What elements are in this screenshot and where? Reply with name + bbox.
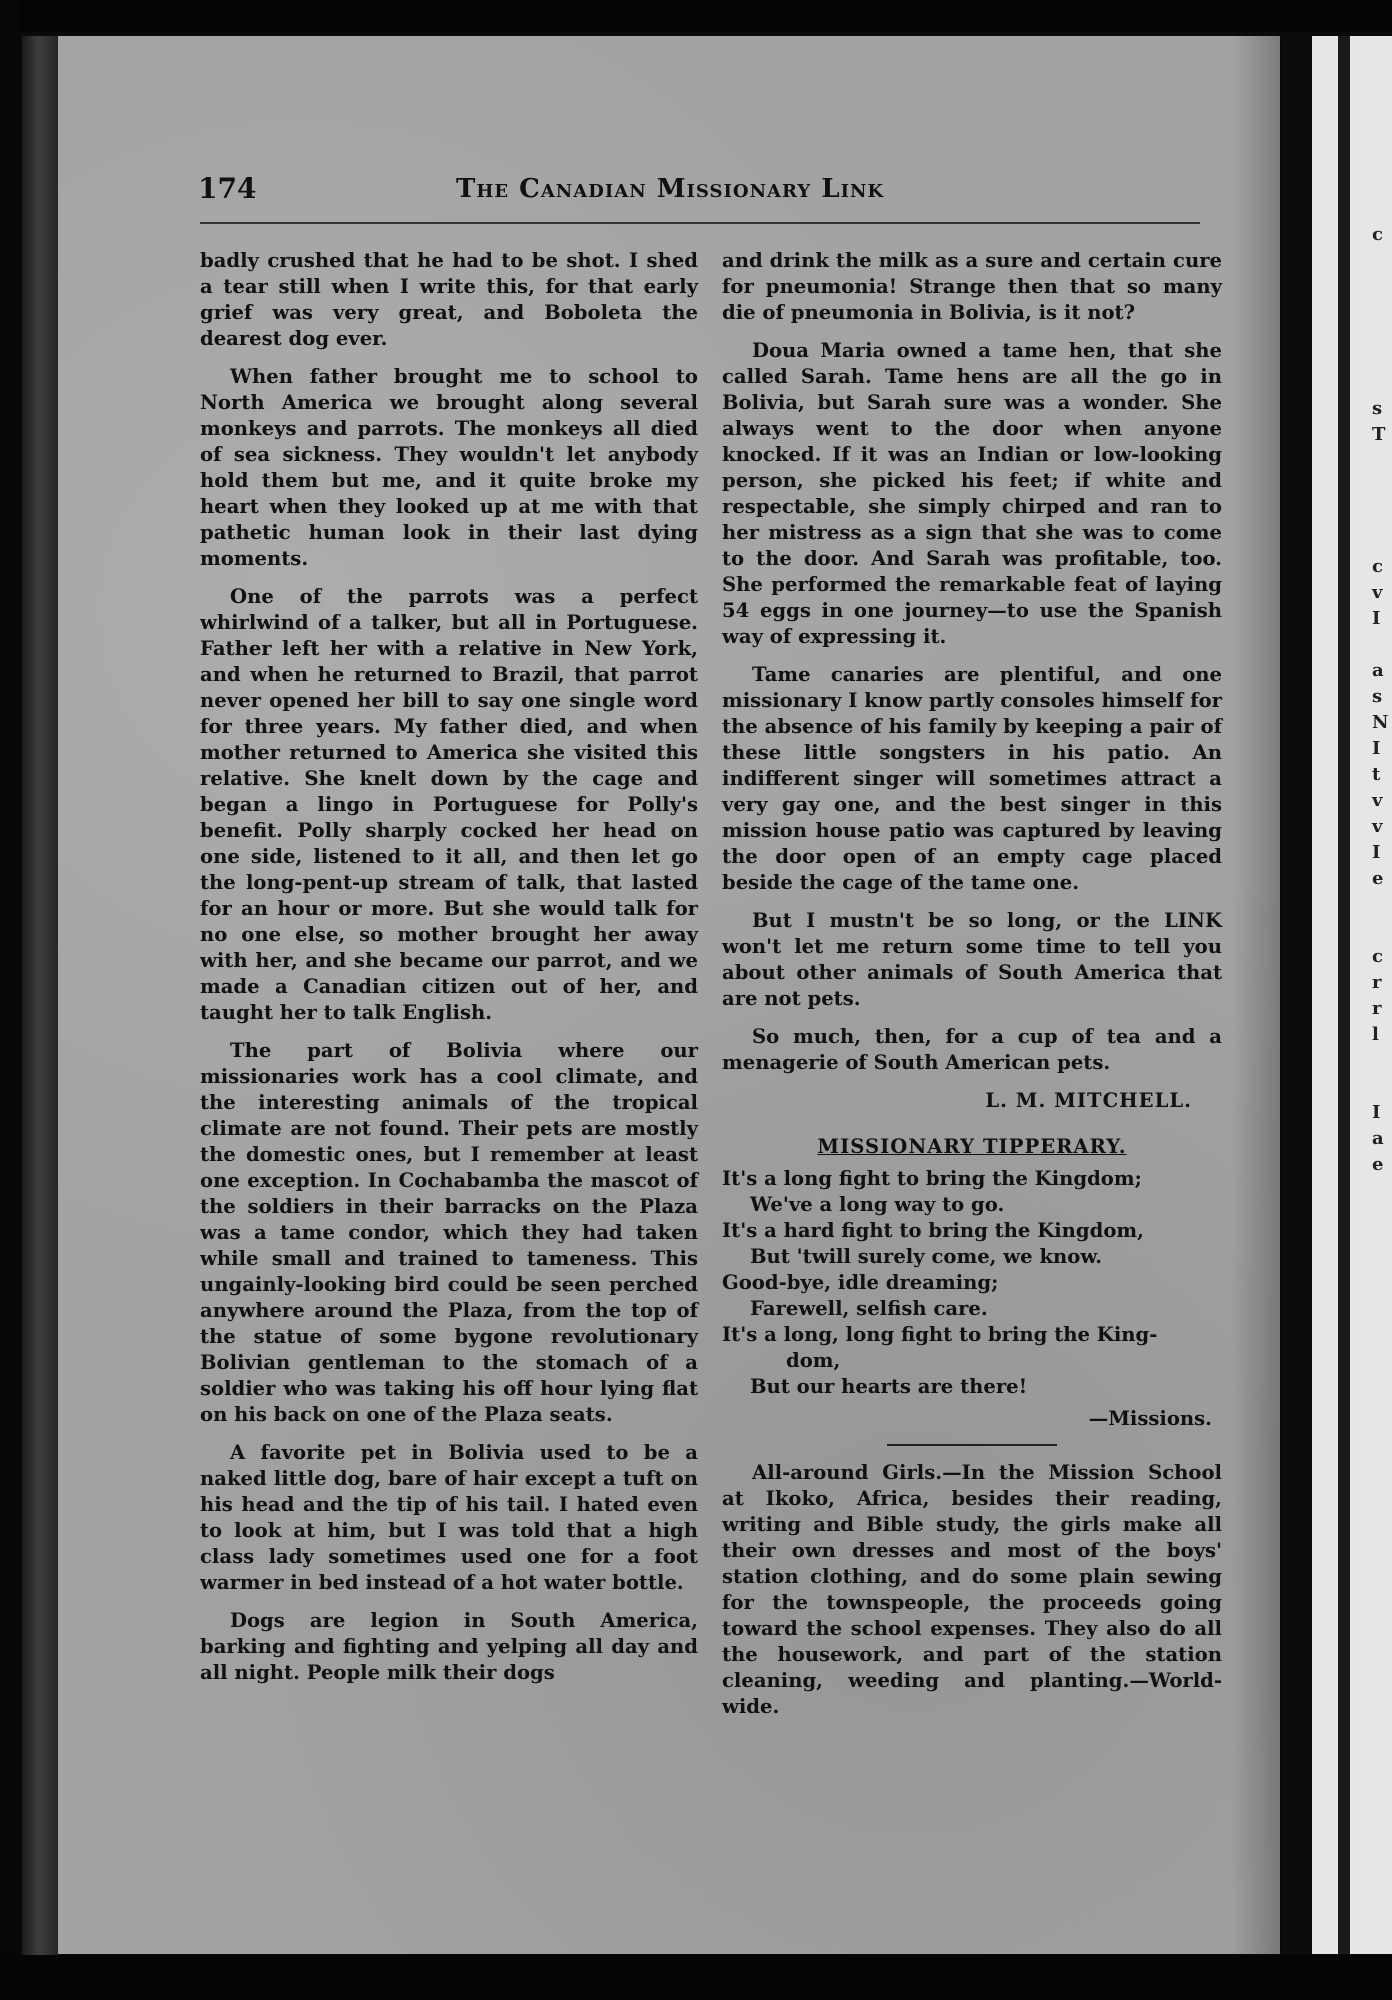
margin-letter: I (1372, 608, 1381, 629)
poem-line: It's a long fight to bring the Kingdom; (722, 1167, 1142, 1190)
margin-letter: I (1372, 738, 1381, 759)
paragraph: When father brought me to school to North America we brought along several monkeys and parrots. The monkeys all died of sea sickness. They wouldn't let anybody hold them but me, and it quite broke my heart when they looked up at me with that pathetic human look in their last dying moments. (200, 365, 698, 570)
paragraph: Doua Maria owned a tame hen, that she called Sarah. Tame hens are all the go in Bolivia, but Sarah sure was a wonder. She always went to the door when anyone knocked. If it was an Indian or low-looking person, she picked his feet; if white and respectable, she simply chirped and ran to her mistress as a sign that she was to come to the door. And Sarah was profitable, too. She performed the remarkable feat of laying 54 eggs in one journey—to use the Spanish way of expressing it. (722, 339, 1222, 648)
margin-letter: r (1372, 998, 1382, 1019)
scan-border-top (0, 0, 1392, 32)
book-gutter (1282, 36, 1312, 1954)
margin-letter: c (1372, 224, 1383, 245)
section-divider (887, 1444, 1057, 1446)
paragraph: One of the parrots was a perfect whirlwind of a talker, but all in Portuguese. Father left her with a relative in New York, and when he returned to Brazil, that parrot never opened her bill to say one single word for three years. My father died, and when mother returned to America she visited this relative. She knelt down by the cage and began a lingo in Portuguese for Polly's benefit. Polly sharply cocked her head on one side, listened to it all, and then let go the long-pent-up stream of talk, that lasted for an hour or more. But she would talk for no one else, so mother brought her away with her, and she became our parrot, and we made a Canadian citizen out of her, and taught her to talk English. (200, 585, 698, 1024)
poem-line: But our hearts are there! (750, 1375, 1028, 1398)
poem-line: Good-bye, idle dreaming; (722, 1271, 999, 1294)
adjacent-page-edge (1338, 36, 1350, 1954)
right-column (722, 248, 1222, 1732)
poem-attribution: —Missions. (1088, 1407, 1212, 1430)
paragraph: Dogs are legion in South America, barking and fighting and yelping all day and all night. People milk their dogs (200, 1609, 698, 1684)
poem-line: Farewell, selfish care. (750, 1297, 988, 1320)
paragraph: Tame canaries are plentiful, and one missionary I know partly consoles himself for the absence of his family by keeping a pair of these little songsters in his patio. An indifferent singer will sometimes attract a very gay one, and the best singer in this mission house patio was captured by leaving the door open of an empty cage placed beside the cage of the tame one. (722, 663, 1222, 894)
book-binding-edge (22, 36, 58, 1956)
page-header (198, 172, 1198, 212)
adjacent-page (1312, 36, 1392, 1954)
margin-letter: v (1372, 582, 1383, 603)
paragraph: All-around Girls.—In the Mission School at Ikoko, Africa, besides their reading, writing and Bible study, the girls make all their own dresses and most of the boys' station clothing, and do some plain sewing for the townspeople, the proceeds going toward the school expenses. They also do all the housework, and part of the station cleaning, weeding and planting.—World-wide. (722, 1461, 1222, 1718)
margin-letter: l (1372, 1024, 1379, 1045)
author-signature: L. M. MITCHELL. (985, 1089, 1192, 1112)
paragraph: But I mustn't be so long, or the LINK won't let me return some time to tell you about other animals of South America that are not pets. (722, 909, 1222, 1010)
margin-letter: t (1372, 764, 1381, 785)
scan-border-bottom (0, 1955, 1392, 2000)
scan-border-left (0, 0, 20, 2000)
margin-letter: e (1372, 868, 1384, 889)
margin-letter: r (1372, 972, 1382, 993)
poem-line: But 'twill surely come, we know. (750, 1245, 1103, 1268)
poem-line: dom, (786, 1349, 841, 1372)
margin-letter: v (1372, 790, 1383, 811)
left-column (200, 248, 698, 1698)
margin-letter: c (1372, 556, 1383, 577)
margin-letter: s (1372, 686, 1383, 707)
paragraph: and drink the milk as a sure and certain cure for pneumonia! Strange then that so many die of pneumonia in Bolivia, is it not? (722, 249, 1222, 324)
running-title: The Canadian Missionary Link (456, 174, 885, 204)
margin-letter: a (1372, 660, 1384, 681)
poem-title: MISSIONARY TIPPERARY. (817, 1135, 1127, 1158)
poem-line: It's a long, long fight to bring the King- (722, 1323, 1158, 1346)
page-fold-shadow (1232, 36, 1282, 1954)
margin-letter: a (1372, 1128, 1384, 1149)
margin-letter: I (1372, 1102, 1381, 1123)
margin-letter: I (1372, 842, 1381, 863)
paragraph: A favorite pet in Bolivia used to be a naked little dog, bare of hair except a tuft on his head and the tip of his tail. I hated even to look at him, but I was told that a high class lady sometimes used one for a foot warmer in bed instead of a hot water bottle. (200, 1441, 698, 1594)
paragraph: So much, then, for a cup of tea and a menagerie of South American pets. (722, 1025, 1222, 1074)
paragraph: badly crushed that he had to be shot. I shed a tear still when I write this, for that early grief was very great, and Boboleta the dearest dog ever. (200, 249, 698, 350)
margin-letter: N (1372, 712, 1389, 733)
margin-letter: e (1372, 1154, 1384, 1175)
page-number: 174 (198, 172, 257, 205)
poem-line: We've a long way to go. (750, 1193, 1005, 1216)
margin-letter: T (1372, 424, 1386, 445)
margin-letter: v (1372, 816, 1383, 837)
margin-letter: c (1372, 946, 1383, 967)
header-rule (200, 222, 1200, 224)
paragraph: The part of Bolivia where our missionaries work has a cool climate, and the interesting animals of the tropical climate are not found. Their pets are mostly the domestic ones, but I remember at least one exception. In Cochabamba the mascot of the soldiers in their barracks on the Plaza was a tame condor, which they had taken while small and trained to tameness. This ungainly-looking bird could be seen perched anywhere around the Plaza, from the top of the statue of some bygone revolutionary Bolivian gentleman to the stomach of a soldier who was taking his off hour lying flat on his back on one of the Plaza seats. (200, 1039, 698, 1426)
poem-line: It's a hard fight to bring the Kingdom, (722, 1219, 1144, 1242)
margin-letter: s (1372, 398, 1383, 419)
poem (722, 1166, 1222, 1400)
